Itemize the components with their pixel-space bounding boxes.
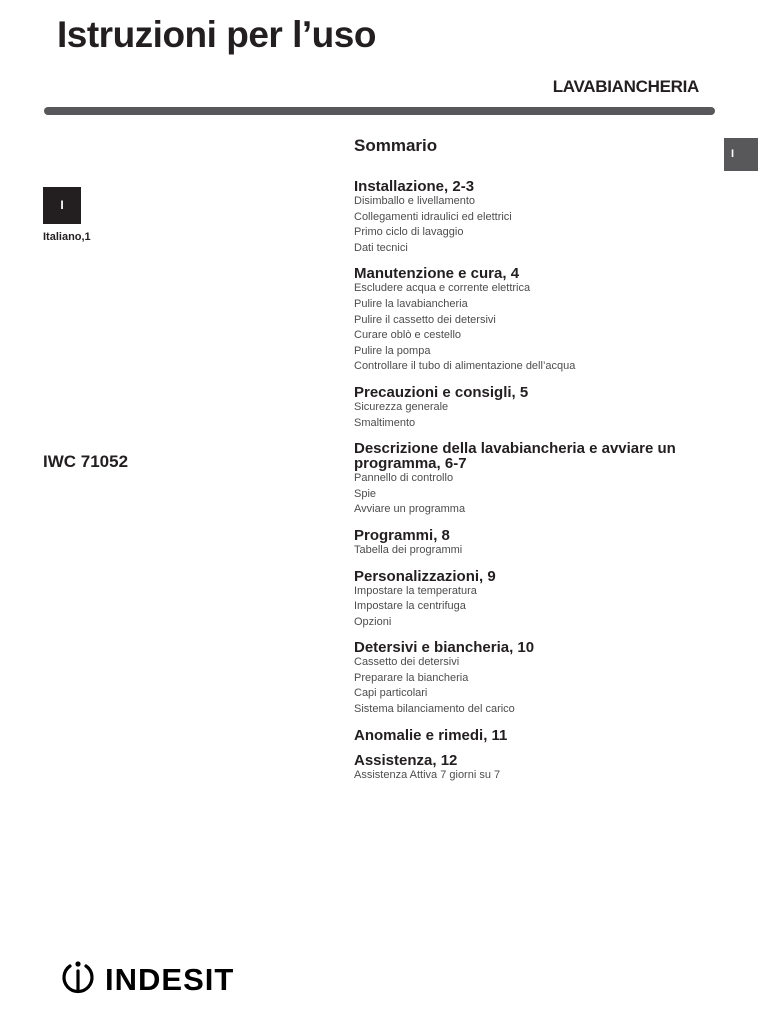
toc-item[interactable]: Primo ciclo di lavaggio xyxy=(354,226,464,239)
toc-section-title[interactable]: Anomalie e rimedi, 11 xyxy=(354,726,508,744)
toc-section-title[interactable]: Precauzioni e consigli, 5 xyxy=(354,383,529,401)
toc-item[interactable]: Controllare il tubo di alimentazione dell’acqua xyxy=(354,360,576,373)
toc-section xyxy=(354,441,684,518)
toc-item[interactable]: Escludere acqua e corrente elettrica xyxy=(354,282,531,295)
toc-section xyxy=(354,753,684,784)
toc-item[interactable]: Impostare la centrifuga xyxy=(354,600,466,613)
brand-name: INDESIT xyxy=(105,962,235,997)
toc-section xyxy=(354,728,684,743)
toc-section-title[interactable]: Descrizione della lavabiancheria e avviare un programma, 6-7 xyxy=(354,440,676,473)
brand-logo xyxy=(61,958,234,1001)
toc-section xyxy=(354,385,684,431)
document-subtitle: LAVABIANCHERIA xyxy=(552,77,699,96)
toc-heading: Sommario xyxy=(354,136,438,155)
toc-item[interactable]: Assistenza Attiva 7 giorni su 7 xyxy=(354,768,501,781)
toc-item[interactable]: Spie xyxy=(354,487,377,500)
toc-section xyxy=(354,179,684,256)
toc-section-title[interactable]: Programmi, 8 xyxy=(354,526,450,544)
language-side-tab: I xyxy=(724,138,758,171)
toc-section xyxy=(354,569,684,631)
toc-section-title[interactable]: Manutenzione e cura, 4 xyxy=(354,265,520,283)
toc-item[interactable]: Pulire il cassetto dei detersivi xyxy=(354,313,496,326)
toc-item[interactable]: Sicurezza generale xyxy=(354,400,449,413)
toc-item[interactable]: Impostare la temperatura xyxy=(354,584,477,597)
toc-item[interactable]: Tabella dei programmi xyxy=(354,543,463,556)
toc-item[interactable]: Curare oblò e cestello xyxy=(354,329,462,342)
model-number: IWC 71052 xyxy=(43,452,129,471)
toc-item[interactable]: Pulire la pompa xyxy=(354,344,431,357)
toc-item[interactable]: Dati tecnici xyxy=(354,241,408,254)
toc-item[interactable]: Opzioni xyxy=(354,615,392,628)
toc-item[interactable]: Pannello di controllo xyxy=(354,472,454,485)
toc-section-title[interactable]: Personalizzazioni, 9 xyxy=(354,567,496,585)
toc-item[interactable]: Avviare un programma xyxy=(354,503,466,516)
toc-item[interactable]: Sistema bilanciamento del carico xyxy=(354,703,515,716)
toc-section-title[interactable]: Installazione, 2-3 xyxy=(354,178,475,195)
toc-item[interactable]: Disimballo e livellamento xyxy=(354,195,476,207)
toc-item[interactable]: Preparare la biancheria xyxy=(354,671,469,684)
language-label[interactable]: Italiano,1 xyxy=(43,231,91,243)
toc-item[interactable]: Capi particolari xyxy=(354,687,428,700)
indesit-power-logo-icon xyxy=(61,958,95,1001)
toc-section-title[interactable]: Assistenza, 12 xyxy=(354,751,458,769)
toc-item[interactable]: Cassetto dei detersivi xyxy=(354,656,460,669)
toc-sections xyxy=(354,179,684,783)
toc-item[interactable]: Pulire la lavabiancheria xyxy=(354,297,468,310)
header-divider xyxy=(44,107,715,115)
toc-section xyxy=(354,640,684,717)
toc-item[interactable]: Smaltimento xyxy=(354,416,416,429)
page-title: Istruzioni per l’uso xyxy=(57,14,376,55)
toc-item[interactable]: Collegamenti idraulici ed elettrici xyxy=(354,210,512,223)
language-badge: I xyxy=(43,187,81,224)
table-of-contents xyxy=(354,136,684,793)
toc-section-title[interactable]: Detersivi e biancheria, 10 xyxy=(354,639,535,657)
toc-section xyxy=(354,528,684,559)
toc-section xyxy=(354,266,684,375)
